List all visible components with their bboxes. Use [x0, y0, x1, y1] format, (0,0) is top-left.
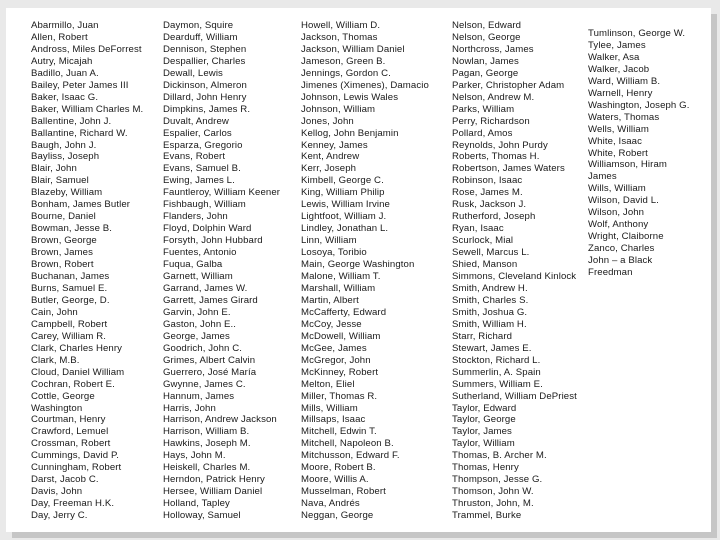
- name-entry: Hersee, William Daniel: [163, 486, 263, 498]
- name-entry: Mills, William: [301, 402, 358, 414]
- name-entry: Bourne, Daniel: [31, 211, 96, 223]
- name-entry: Moore, Robert B.: [301, 462, 376, 474]
- name-entry: Waters, Thomas: [588, 111, 660, 123]
- name-entry: Taylor, James: [452, 426, 512, 438]
- name-entry: Wolf, Anthony: [588, 219, 649, 231]
- name-entry: McGee, James: [301, 342, 367, 354]
- name-entry: Thruston, John, M.: [452, 498, 534, 510]
- name-entry: Main, George Washington: [301, 259, 415, 271]
- name-entry: Crawford, Lemuel: [31, 426, 109, 438]
- name-entry: Cloud, Daniel William: [31, 366, 125, 378]
- name-entry: Williamson, Hiram: [588, 159, 667, 171]
- name-entry: Nowlan, James: [452, 55, 519, 67]
- name-entry: King, William Philip: [301, 187, 385, 199]
- name-entry: Kerr, Joseph: [301, 163, 357, 175]
- name-entry: Nelson, Andrew M.: [452, 91, 535, 103]
- names-column-4: [452, 20, 577, 522]
- name-entry: Thomas, Henry: [452, 462, 519, 474]
- name-entry: Baugh, John J.: [31, 139, 97, 151]
- name-entry: Forsyth, John Hubbard: [163, 235, 263, 247]
- name-entry: Tylee, James: [588, 39, 646, 51]
- name-entry: Flanders, John: [163, 211, 228, 223]
- name-entry: Dearduff, William: [163, 31, 238, 43]
- name-entry: Summerlin, A. Spain: [452, 366, 541, 378]
- name-entry: Millsaps, Isaac: [301, 414, 366, 426]
- name-entry: Smith, William H.: [452, 318, 527, 330]
- name-entry: Andross, Miles DeForrest: [31, 43, 142, 55]
- name-entry: Trammel, Burke: [452, 510, 522, 522]
- names-panel: [6, 8, 711, 532]
- name-entry: Holloway, Samuel: [163, 510, 241, 522]
- name-entry: Blazeby, William: [31, 187, 103, 199]
- name-entry: Guerrero, José María: [163, 366, 257, 378]
- name-entry: Stewart, James E.: [452, 342, 532, 354]
- name-entry: Brown, James: [31, 247, 93, 259]
- name-entry: Hawkins, Joseph M.: [163, 438, 251, 450]
- name-entry: Nava, Andrés: [301, 498, 360, 510]
- name-entry: Washington: [31, 402, 83, 414]
- name-entry: McCoy, Jesse: [301, 318, 362, 330]
- name-entry: Cunningham, Robert: [31, 462, 122, 474]
- name-entry: White, Robert: [588, 147, 648, 159]
- name-entry: Esparza, Gregorio: [163, 139, 243, 151]
- name-entry: Abarmillo, Juan: [31, 20, 99, 31]
- name-entry: Butler, George, D.: [31, 294, 110, 306]
- name-entry: Smith, Charles S.: [452, 294, 529, 306]
- name-entry: Fauntleroy, William Keener: [163, 187, 281, 199]
- name-entry: Harrison, Andrew Jackson: [163, 414, 277, 426]
- name-entry: Cummings, David P.: [31, 450, 119, 462]
- name-entry: Robinson, Isaac: [452, 175, 523, 187]
- name-entry: Martin, Albert: [301, 294, 359, 306]
- name-entry: Floyd, Dolphin Ward: [163, 223, 252, 235]
- name-entry: Starr, Richard: [452, 330, 513, 342]
- name-entry: Badillo, Juan A.: [31, 67, 99, 79]
- name-entry: Daymon, Squire: [163, 20, 234, 31]
- name-entry: Garrett, James Girard: [163, 294, 258, 306]
- name-entry: Clark, Charles Henry: [31, 342, 123, 354]
- name-entry: Dillard, John Henry: [163, 91, 247, 103]
- name-entry: Baker, Isaac G.: [31, 91, 99, 103]
- name-entry: White, Isaac: [588, 135, 642, 147]
- name-entry: Buchanan, James: [31, 271, 110, 283]
- name-entry: Musselman, Robert: [301, 486, 386, 498]
- name-entry: Clark, M.B.: [31, 354, 80, 366]
- name-entry: Bayliss, Joseph: [31, 151, 100, 163]
- name-entry: Taylor, George: [452, 414, 516, 426]
- name-entry: Campbell, Robert: [31, 318, 108, 330]
- name-entry: Bailey, Peter James III: [31, 79, 129, 91]
- name-entry: Thomson, John W.: [452, 486, 534, 498]
- name-entry: Garvin, John E.: [163, 306, 231, 318]
- name-entry: Robertson, James Waters: [452, 163, 565, 175]
- name-entry: Harrison, William B.: [163, 426, 250, 438]
- name-entry: McKinney, Robert: [301, 366, 379, 378]
- name-entry: Burns, Samuel E.: [31, 282, 108, 294]
- names-column-1: [31, 20, 143, 522]
- name-entry: Taylor, Edward: [452, 402, 517, 414]
- name-entry: Blair, Samuel: [31, 175, 89, 187]
- name-entry: Parks, William: [452, 103, 515, 115]
- name-entry: Heiskell, Charles M.: [163, 462, 251, 474]
- name-entry: Warnell, Henry: [588, 87, 653, 99]
- name-entry: Mitchell, Edwin T.: [301, 426, 377, 438]
- name-entry: Mitchell, Napoleon B.: [301, 438, 394, 450]
- name-entry: Smith, Joshua G.: [452, 306, 528, 318]
- name-entry: James: [588, 171, 617, 183]
- name-entry: Simmons, Cleveland Kinlock: [452, 271, 577, 283]
- name-entry: Harris, John: [163, 402, 216, 414]
- name-entry: Autry, Micajah: [31, 55, 93, 67]
- name-entry: Moore, Willis A.: [301, 474, 369, 486]
- name-entry: Fishbaugh, William: [163, 199, 246, 211]
- name-entry: Kenney, James: [301, 139, 368, 151]
- name-entry: Linn, William: [301, 235, 357, 247]
- name-entry: Rusk, Jackson J.: [452, 199, 527, 211]
- name-entry: Nelson, George: [452, 31, 521, 43]
- name-entry: Ballentine, John J.: [31, 115, 112, 127]
- name-entry: Espalier, Carlos: [163, 127, 232, 139]
- name-entry: Day, Freeman H.K.: [31, 498, 115, 510]
- name-entry: Taylor, William: [452, 438, 515, 450]
- name-entry: Sutherland, William DePriest: [452, 390, 577, 402]
- names-column-3: [301, 20, 429, 522]
- name-entry: Hays, John M.: [163, 450, 226, 462]
- name-entry: Kimbell, George C.: [301, 175, 384, 187]
- name-entry: Wills, William: [588, 183, 646, 195]
- name-entry: Johnson, William: [301, 103, 376, 115]
- name-entry: Darst, Jacob C.: [31, 474, 99, 486]
- name-entry: Miller, Thomas R.: [301, 390, 378, 402]
- name-entry: Despallier, Charles: [163, 55, 246, 67]
- name-entry: Hannum, James: [163, 390, 235, 402]
- name-entry: Thompson, Jesse G.: [452, 474, 543, 486]
- name-entry: Reynolds, John Purdy: [452, 139, 548, 151]
- name-entry: Wright, Claiborne: [588, 231, 664, 243]
- name-entry: Cochran, Robert E.: [31, 378, 115, 390]
- name-entry: Grimes, Albert Calvin: [163, 354, 256, 366]
- name-entry: Kellog, John Benjamin: [301, 127, 399, 139]
- name-entry: Gaston, John E..: [163, 318, 237, 330]
- name-entry: Dimpkins, James R.: [163, 103, 251, 115]
- name-entry: Kent, Andrew: [301, 151, 360, 163]
- name-entry: Dickinson, Almeron: [163, 79, 247, 91]
- name-entry: Evans, Robert: [163, 151, 226, 163]
- name-entry: Ewing, James L.: [163, 175, 235, 187]
- names-column-5: [588, 28, 689, 279]
- name-entry: Tumlinson, George W.: [588, 28, 686, 39]
- name-entry: Ward, William B.: [588, 75, 661, 87]
- name-entry: Stockton, Richard L.: [452, 354, 541, 366]
- name-entry: Jackson, William Daniel: [301, 43, 405, 55]
- name-entry: Roberts, Thomas H.: [452, 151, 540, 163]
- name-entry: Parker, Christopher Adam: [452, 79, 565, 91]
- name-entry: Blair, John: [31, 163, 77, 175]
- name-entry: Melton, Eliel: [301, 378, 355, 390]
- name-entry: Brown, George: [31, 235, 97, 247]
- name-entry: Lightfoot, William J.: [301, 211, 387, 223]
- name-entry: Baker, William Charles M.: [31, 103, 144, 115]
- name-entry: Rutherford, Joseph: [452, 211, 536, 223]
- names-column-2: [163, 20, 280, 522]
- name-entry: Freedman: [588, 267, 633, 279]
- name-entry: Jennings, Gordon C.: [301, 67, 391, 79]
- name-entry: Losoya, Toribio: [301, 247, 367, 259]
- name-entry: McDowell, William: [301, 330, 381, 342]
- name-entry: Sewell, Marcus L.: [452, 247, 530, 259]
- name-entry: Pagan, George: [452, 67, 519, 79]
- name-entry: Garnett, William: [163, 271, 233, 283]
- name-entry: Courtman, Henry: [31, 414, 106, 426]
- name-entry: Smith, Andrew H.: [452, 282, 528, 294]
- name-entry: Evans, Samuel B.: [163, 163, 241, 175]
- name-entry: Cottle, George: [31, 390, 95, 402]
- name-entry: John – a Black: [588, 255, 653, 267]
- name-entry: Lewis, William Irvine: [301, 199, 390, 211]
- name-entry: Northcross, James: [452, 43, 534, 55]
- name-entry: Fuqua, Galba: [163, 259, 223, 271]
- name-entry: Rose, James M.: [452, 187, 523, 199]
- name-entry: Wilson, David L.: [588, 195, 659, 207]
- name-entry: Jimenes (Ximenes), Damacio: [301, 79, 429, 91]
- name-entry: Neggan, George: [301, 510, 374, 522]
- name-entry: Nelson, Edward: [452, 20, 522, 31]
- name-entry: McGregor, John: [301, 354, 371, 366]
- name-entry: Herndon, Patrick Henry: [163, 474, 265, 486]
- name-entry: Jackson, Thomas: [301, 31, 378, 43]
- name-entry: Perry, Richardson: [452, 115, 530, 127]
- name-entry: Summers, William E.: [452, 378, 543, 390]
- name-entry: Malone, William T.: [301, 271, 381, 283]
- name-entry: Howell, William D.: [301, 20, 381, 31]
- name-entry: Shied, Manson: [452, 259, 518, 271]
- name-entry: Allen, Robert: [31, 31, 88, 43]
- name-entry: Lindley, Jonathan L.: [301, 223, 389, 235]
- name-entry: Bowman, Jesse B.: [31, 223, 113, 235]
- name-entry: Fuentes, Antonio: [163, 247, 237, 259]
- name-entry: Zanco, Charles: [588, 243, 655, 255]
- name-entry: Jameson, Green B.: [301, 55, 386, 67]
- name-entry: Pollard, Amos: [452, 127, 513, 139]
- name-entry: Dennison, Stephen: [163, 43, 247, 55]
- name-entry: Wells, William: [588, 123, 649, 135]
- name-entry: Walker, Jacob: [588, 63, 650, 75]
- name-entry: Day, Jerry C.: [31, 510, 88, 522]
- name-entry: Dewall, Lewis: [163, 67, 223, 79]
- name-entry: Jones, John: [301, 115, 354, 127]
- name-entry: Thomas, B. Archer M.: [452, 450, 547, 462]
- name-entry: Johnson, Lewis Wales: [301, 91, 399, 103]
- name-entry: Walker, Asa: [588, 51, 640, 63]
- name-entry: Carey, William R.: [31, 330, 107, 342]
- name-entry: Goodrich, John C.: [163, 342, 243, 354]
- name-entry: Scurlock, Mial: [452, 235, 514, 247]
- name-entry: Garrand, James W.: [163, 282, 248, 294]
- name-entry: Wilson, John: [588, 207, 645, 219]
- name-entry: Gwynne, James C.: [163, 378, 246, 390]
- name-entry: Bonham, James Butler: [31, 199, 131, 211]
- name-entry: George, James: [163, 330, 230, 342]
- name-entry: Washington, Joseph G.: [588, 99, 690, 111]
- name-entry: Holland, Tapley: [163, 498, 230, 510]
- name-entry: Brown, Robert: [31, 259, 94, 271]
- name-entry: Mitchusson, Edward F.: [301, 450, 400, 462]
- name-entry: Ballantine, Richard W.: [31, 127, 128, 139]
- name-entry: Crossman, Robert: [31, 438, 111, 450]
- name-entry: Davis, John: [31, 486, 83, 498]
- name-entry: Marshall, William: [301, 282, 376, 294]
- name-entry: Ryan, Isaac: [452, 223, 504, 235]
- name-entry: Cain, John: [31, 306, 78, 318]
- name-entry: Duvalt, Andrew: [163, 115, 229, 127]
- name-entry: McCafferty, Edward: [301, 306, 387, 318]
